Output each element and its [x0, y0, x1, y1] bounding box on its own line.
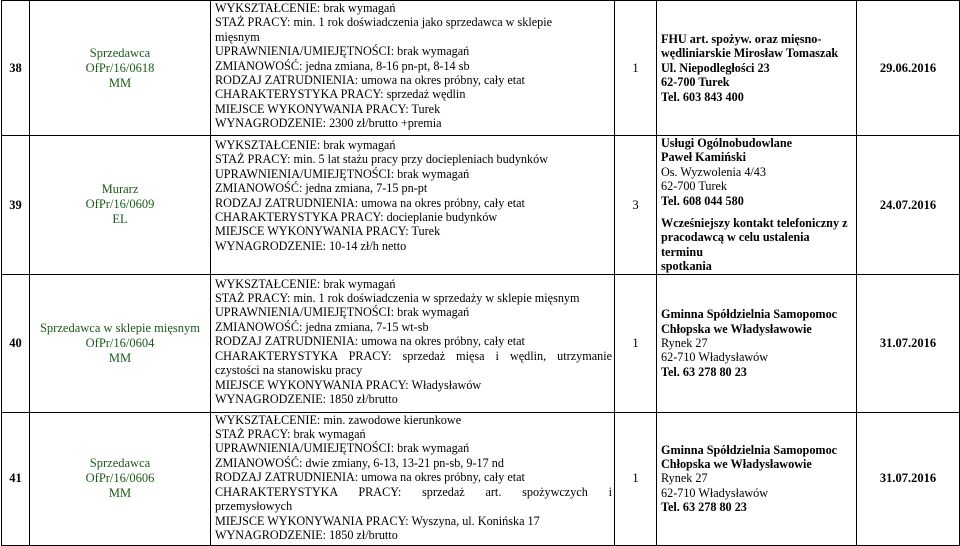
table-row — [2, 274, 960, 412]
officer-code: EL — [112, 212, 128, 227]
requirements-cell — [211, 274, 615, 412]
employer-note-line: pracodawcą w celu ustalenia terminu — [661, 230, 810, 259]
job-offers-table — [1, 0, 960, 546]
req-line: UPRAWNIENIA/UMIEJĘTNOŚCI: brak wymagań — [215, 305, 470, 320]
row-number: 40 — [2, 274, 30, 412]
position-title: Sprzedawca — [89, 45, 151, 60]
requirements-cell — [211, 136, 615, 275]
req-line: RODZAJ ZATRUDNIENIA: umowa na okres próbny, cały etat — [215, 195, 525, 210]
req-line: MIEJSCE WYKONYWANIA PRACY: Władysławów — [215, 377, 482, 392]
table-row — [2, 1, 960, 136]
req-line: ZMIANOWOŚĆ: jedna zmiana, 7-15 pn-pt — [215, 181, 428, 196]
requirements-cell — [211, 412, 615, 545]
position-cell — [30, 412, 211, 545]
position-title: Sprzedawca w sklepie mięsnym — [39, 320, 201, 335]
req-line: STAŻ PRACY: brak wymagań — [215, 427, 366, 442]
employer-line: Ul. Niepodległości 23 — [661, 60, 770, 75]
req-line: CHARAKTERYSTYKA PRACY: sprzedaż art. spożywczych i — [215, 484, 612, 499]
employer-line: Rynek 27 — [661, 335, 708, 350]
employer-note-line: spotkania — [661, 259, 712, 274]
employer-line: 62-700 Turek — [661, 75, 730, 90]
req-line: ZMIANOWOŚĆ: jedna zmiana, 7-15 wt-sb — [215, 319, 429, 334]
employer-line: 62-710 Władysławów — [661, 485, 769, 500]
employer-line: Chłopska we Władysławowie — [661, 321, 812, 336]
officer-code: MM — [108, 350, 132, 365]
employer-line: Gminna Spółdzielnia Samopomoc — [661, 307, 838, 322]
employer-line: Tel. 608 044 580 — [661, 193, 744, 208]
table-row — [2, 412, 960, 545]
req-line: WYKSZTAŁCENIE: brak wymagań — [215, 138, 396, 152]
req-line: przemysłowych — [215, 499, 293, 514]
requirements-cell — [211, 1, 615, 136]
row-number: 39 — [2, 136, 30, 275]
employer-line: Usługi Ogólnobudowlane — [661, 136, 793, 150]
req-line: WYNAGRODZENIE: 1850 zł/brutto — [215, 527, 398, 542]
req-line: STAŻ PRACY: min. 1 rok doświadczenia jako sprzedawca w sklepie — [215, 15, 553, 30]
offer-id: OfPr/16/0618 — [85, 60, 155, 75]
vacancy-count: 1 — [615, 1, 657, 136]
req-line: ZMIANOWOŚĆ: jedna zmiana, 8-16 pn-pt, 8-14 sb — [215, 58, 470, 73]
employer-line: 62-710 Władysławów — [661, 350, 769, 365]
req-line: WYNAGRODZENIE: 10-14 zł/h netto — [215, 238, 407, 253]
expiry-date: 31.07.2016 — [857, 274, 960, 412]
position-title: Murarz — [101, 182, 139, 197]
expiry-date: 31.07.2016 — [857, 412, 960, 545]
employer-cell — [657, 1, 857, 136]
employer-line: Tel. 603 843 400 — [661, 89, 744, 104]
req-line: STAŻ PRACY: min. 5 lat stażu pracy przy dociepleniach budynków — [215, 152, 548, 167]
req-line: MIEJSCE WYKONYWANIA PRACY: Turek — [215, 224, 441, 239]
req-line: UPRAWNIENIA/UMIEJĘTNOŚCI: brak wymagań — [215, 166, 470, 181]
position-cell — [30, 1, 211, 136]
req-line: UPRAWNIENIA/UMIEJĘTNOŚCI: brak wymagań — [215, 44, 470, 59]
employer-line: Paweł Kamiński — [661, 150, 746, 165]
req-line: RODZAJ ZATRUDNIENIA: umowa na okres próbny, cały etat — [215, 470, 525, 485]
employer-cell — [657, 412, 857, 545]
employer-line: Tel. 63 278 80 23 — [661, 364, 747, 379]
req-line: WYKSZTAŁCENIE: min. zawodowe kierunkowe — [215, 412, 462, 427]
req-line: STAŻ PRACY: min. 1 rok doświadczenia w sprzedaży w sklepie mięsnym — [215, 291, 580, 306]
officer-code: MM — [108, 486, 132, 501]
req-line: UPRAWNIENIA/UMIEJĘTNOŚCI: brak wymagań — [215, 441, 470, 456]
expiry-date: 29.06.2016 — [857, 1, 960, 136]
req-line: RODZAJ ZATRUDNIENIA: umowa na okres próbny, cały etat — [215, 334, 525, 349]
req-line: CHARAKTERYSTYKA PRACY: sprzedaż mięsa i wędlin, utrzymanie — [215, 348, 612, 363]
offer-id: OfPr/16/0606 — [85, 471, 155, 486]
employer-cell — [657, 274, 857, 412]
employer-note-line: Wcześniejszy kontakt telefoniczny z — [661, 216, 848, 231]
offer-id: OfPr/16/0609 — [85, 197, 155, 212]
employer-line: FHU art. spożyw. oraz mięsno- — [661, 31, 822, 46]
employer-line: Tel. 63 278 80 23 — [661, 500, 747, 515]
req-line: ZMIANOWOŚĆ: dwie zmiany, 6-13, 13-21 pn-sb, 9-17 nd — [215, 455, 504, 470]
vacancy-count: 1 — [615, 274, 657, 412]
position-cell — [30, 274, 211, 412]
position-cell — [30, 136, 211, 275]
req-line: MIEJSCE WYKONYWANIA PRACY: Wyszyna, ul. Konińska 17 — [215, 513, 540, 528]
employer-line: Rynek 27 — [661, 471, 708, 486]
employer-line: Gminna Spółdzielnia Samopomoc — [661, 442, 838, 457]
employer-line: wędliniarskie Mirosław Tomaszak — [661, 46, 839, 61]
employer-line: Os. Wyzwolenia 4/43 — [661, 164, 766, 179]
officer-code: MM — [108, 75, 132, 90]
employer-line: Chłopska we Władysławowie — [661, 457, 812, 472]
offer-id: OfPr/16/0604 — [85, 335, 155, 350]
vacancy-count: 1 — [615, 412, 657, 545]
position-title: Sprzedawca — [89, 456, 151, 471]
req-line: CHARAKTERYSTYKA PRACY: sprzedaż wędlin — [215, 87, 466, 102]
req-line: CHARAKTERYSTYKA PRACY: docieplanie budynków — [215, 210, 498, 225]
expiry-date: 24.07.2016 — [857, 136, 960, 275]
req-line: mięsnym — [215, 29, 260, 44]
req-line: WYKSZTAŁCENIE: brak wymagań — [215, 1, 396, 15]
req-line: WYKSZTAŁCENIE: brak wymagań — [215, 276, 396, 291]
vacancy-count: 3 — [615, 136, 657, 275]
row-number: 41 — [2, 412, 30, 545]
req-line: WYNAGRODZENIE: 2300 zł/brutto +premia — [215, 116, 442, 131]
req-line: MIEJSCE WYKONYWANIA PRACY: Turek — [215, 101, 441, 116]
employer-line: 62-700 Turek — [661, 179, 728, 194]
row-number: 38 — [2, 1, 30, 136]
table-row — [2, 136, 960, 275]
req-line: WYNAGRODZENIE: 1850 zł/brutto — [215, 391, 398, 406]
req-line: RODZAJ ZATRUDNIENIA: umowa na okres próbny, cały etat — [215, 73, 525, 88]
req-line: czystości na stanowisku pracy — [215, 363, 363, 378]
employer-cell — [657, 136, 857, 275]
